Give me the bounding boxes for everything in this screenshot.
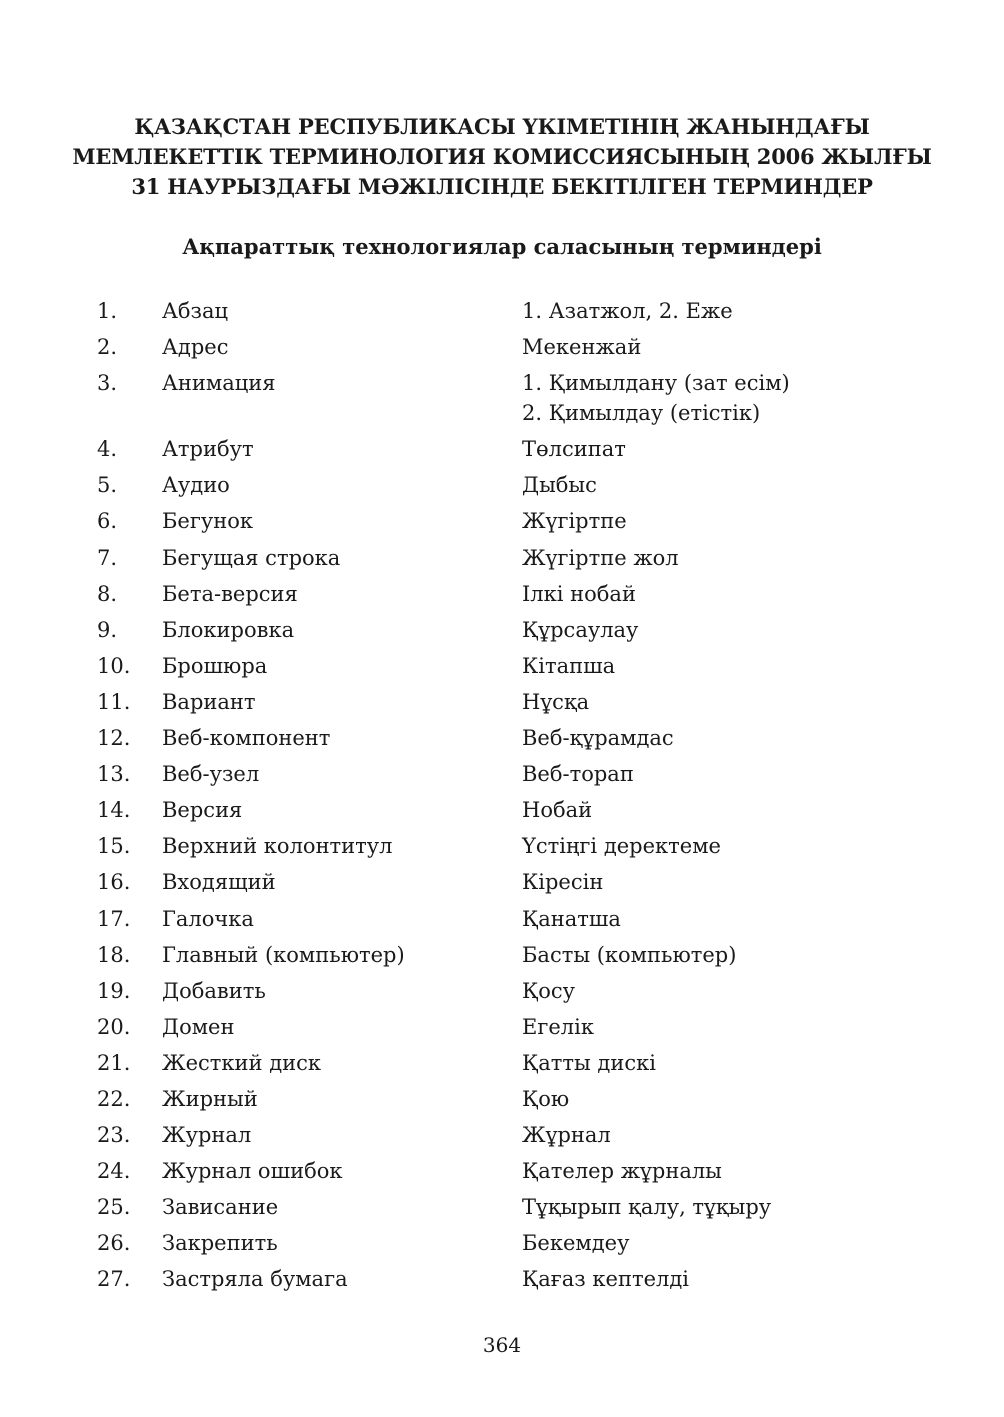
term-kazakh-line: Веб-торап xyxy=(522,762,634,787)
term-kazakh-line: Жүгіртпе xyxy=(522,509,627,534)
term-number: 3. xyxy=(97,371,118,396)
term-row xyxy=(0,648,1004,684)
term-kazakh-line: Жүгіртпе жол xyxy=(522,545,679,570)
term-number: 17. xyxy=(97,906,131,931)
term-kazakh xyxy=(522,1189,771,1225)
term-russian: Атрибут xyxy=(162,437,254,462)
term-number: 18. xyxy=(97,942,131,967)
term-kazakh xyxy=(522,937,736,973)
term-number: 15. xyxy=(97,834,131,859)
term-row xyxy=(0,792,1004,828)
term-russian: Главный (компьютер) xyxy=(162,942,405,967)
term-russian: Зависание xyxy=(162,1195,279,1220)
term-russian: Абзац xyxy=(162,299,229,323)
term-row xyxy=(0,1189,1004,1225)
term-russian: Анимация xyxy=(162,371,276,396)
term-russian: Закрепить xyxy=(162,1231,278,1256)
term-kazakh xyxy=(522,864,603,900)
term-row xyxy=(0,612,1004,648)
term-row xyxy=(0,1153,1004,1189)
term-number: 8. xyxy=(97,581,118,606)
term-kazakh xyxy=(522,1261,689,1297)
term-row xyxy=(0,467,1004,503)
term-kazakh-line: Ілкі нобай xyxy=(522,581,636,606)
term-russian: Вариант xyxy=(162,689,256,714)
term-number: 6. xyxy=(97,509,118,534)
term-kazakh-line: Кіресін xyxy=(522,870,604,895)
term-kazakh xyxy=(522,792,592,828)
term-number: 13. xyxy=(97,762,131,787)
term-kazakh-line: Мекенжай xyxy=(522,335,642,360)
term-number: 10. xyxy=(97,653,131,678)
term-number: 26. xyxy=(97,1231,131,1256)
term-number: 27. xyxy=(97,1267,131,1292)
term-number: 24. xyxy=(97,1159,131,1184)
term-kazakh xyxy=(522,329,641,365)
term-number: 16. xyxy=(97,870,131,895)
term-number: 1. xyxy=(97,299,118,323)
term-row xyxy=(0,684,1004,720)
term-kazakh xyxy=(522,684,589,720)
term-kazakh xyxy=(522,503,627,539)
page-number: 364 xyxy=(482,1333,522,1357)
term-row xyxy=(0,1045,1004,1081)
term-kazakh-line: Тұқырып қалу, тұқыру xyxy=(522,1195,772,1220)
term-kazakh-line: Қағаз кептелді xyxy=(522,1267,689,1292)
term-kazakh xyxy=(522,293,733,329)
term-number: 21. xyxy=(97,1050,131,1075)
term-kazakh xyxy=(522,901,621,937)
term-russian: Бета-версия xyxy=(162,581,298,606)
term-number: 22. xyxy=(97,1086,131,1111)
term-kazakh xyxy=(522,1117,611,1153)
term-number: 19. xyxy=(97,978,131,1003)
term-kazakh-line: Басты (компьютер) xyxy=(522,942,737,967)
term-kazakh-line: Жұрнал xyxy=(522,1123,611,1148)
term-russian: Журнал xyxy=(162,1123,252,1148)
term-number: 20. xyxy=(97,1014,131,1039)
term-row xyxy=(0,756,1004,792)
term-kazakh xyxy=(522,720,674,756)
term-row xyxy=(0,1117,1004,1153)
term-row xyxy=(0,828,1004,864)
term-row xyxy=(0,365,1004,431)
term-kazakh xyxy=(522,648,615,684)
term-kazakh-line: Кітапша xyxy=(522,653,616,678)
term-kazakh xyxy=(522,1045,656,1081)
term-row xyxy=(0,1081,1004,1117)
term-kazakh xyxy=(522,973,575,1009)
section-subheading: Ақпараттық технологиялар саласының терминдері xyxy=(182,234,822,259)
term-russian: Верхний колонтитул xyxy=(162,834,393,859)
term-row xyxy=(0,293,1004,329)
term-russian: Добавить xyxy=(162,978,266,1003)
term-russian: Журнал ошибок xyxy=(162,1159,343,1184)
term-kazakh xyxy=(522,1225,629,1261)
term-kazakh-line: Үстіңгі деректеме xyxy=(522,834,721,859)
term-kazakh-line: Қою xyxy=(522,1086,570,1111)
term-row xyxy=(0,540,1004,576)
term-kazakh-line: Бекемдеу xyxy=(522,1231,630,1256)
heading-line-1: ҚАЗАҚСТАН РЕСПУБЛИКАСЫ ҮКІМЕТІНІҢ ЖАНЫНДАҒЫ xyxy=(134,114,870,139)
term-kazakh-line: Құрсаулау xyxy=(522,617,639,642)
term-kazakh-line: Дыбыс xyxy=(522,473,597,498)
term-row xyxy=(0,1261,1004,1297)
term-kazakh-line: 2. Қимылдау (етістік) xyxy=(522,401,761,426)
term-kazakh xyxy=(522,431,626,467)
term-kazakh-line: Қатты дискі xyxy=(522,1050,656,1075)
heading-line-2: МЕМЛЕКЕТТІК ТЕРМИНОЛОГИЯ КОМИССИЯСЫНЫҢ 2006 ЖЫЛҒЫ xyxy=(72,144,932,169)
term-row xyxy=(0,576,1004,612)
term-kazakh-line: Нобай xyxy=(522,798,593,823)
term-kazakh-line: Қосу xyxy=(522,978,576,1003)
term-kazakh xyxy=(522,540,679,576)
term-row xyxy=(0,937,1004,973)
term-row xyxy=(0,720,1004,756)
term-row xyxy=(0,431,1004,467)
term-russian: Аудио xyxy=(162,473,230,498)
term-russian: Брошюра xyxy=(162,653,268,678)
term-row xyxy=(0,329,1004,365)
term-kazakh xyxy=(522,612,638,648)
term-number: 12. xyxy=(97,726,131,751)
term-kazakh-line: Веб-құрамдас xyxy=(522,726,674,751)
term-russian: Жирный xyxy=(162,1086,258,1111)
term-number: 23. xyxy=(97,1123,131,1148)
term-row xyxy=(0,973,1004,1009)
term-number: 7. xyxy=(97,545,118,570)
document-heading xyxy=(0,112,1004,202)
terms-list xyxy=(0,293,1004,1298)
term-russian: Веб-компонент xyxy=(162,726,331,751)
term-number: 4. xyxy=(97,437,118,462)
term-russian: Адрес xyxy=(162,335,229,360)
term-kazakh xyxy=(522,828,721,864)
term-russian: Бегунок xyxy=(162,509,253,534)
term-russian: Блокировка xyxy=(162,617,295,642)
term-russian: Версия xyxy=(162,798,243,823)
term-kazakh xyxy=(522,1153,722,1189)
term-kazakh xyxy=(522,1081,569,1117)
term-russian: Входящий xyxy=(162,870,276,895)
term-kazakh xyxy=(522,576,636,612)
term-russian: Веб-узел xyxy=(162,762,260,787)
term-row xyxy=(0,1225,1004,1261)
term-number: 2. xyxy=(97,335,118,360)
term-number: 25. xyxy=(97,1195,131,1220)
term-row xyxy=(0,864,1004,900)
term-kazakh xyxy=(522,1009,594,1045)
term-kazakh-line: Егелік xyxy=(522,1014,594,1039)
term-number: 5. xyxy=(97,473,118,498)
term-kazakh-line: Нұсқа xyxy=(522,689,590,714)
term-row xyxy=(0,901,1004,937)
heading-line-3: 31 НАУРЫЗДАҒЫ МӘЖІЛІСІНДЕ БЕКІТІЛГЕН ТЕРМИНДЕР xyxy=(131,174,873,199)
term-kazakh-line: 1. Азатжол, 2. Еже xyxy=(522,299,733,323)
term-russian: Застряла бумага xyxy=(162,1267,348,1292)
term-number: 9. xyxy=(97,617,118,642)
term-russian: Домен xyxy=(162,1014,235,1039)
term-russian: Жесткий диск xyxy=(162,1050,322,1075)
term-number: 14. xyxy=(97,798,131,823)
term-kazakh xyxy=(522,756,634,792)
term-russian: Бегущая строка xyxy=(162,545,341,570)
term-kazakh-line: Қателер жұрналы xyxy=(522,1159,722,1184)
term-row xyxy=(0,1009,1004,1045)
term-row xyxy=(0,503,1004,539)
term-kazakh xyxy=(522,467,597,503)
term-number: 11. xyxy=(97,689,131,714)
term-kazakh xyxy=(522,365,790,425)
term-kazakh-line: Қанатша xyxy=(522,906,621,931)
term-kazakh-line: 1. Қимылдану (зат есім) xyxy=(522,371,790,396)
term-kazakh-line: Төлсипат xyxy=(522,437,626,462)
term-russian: Галочка xyxy=(162,906,254,931)
